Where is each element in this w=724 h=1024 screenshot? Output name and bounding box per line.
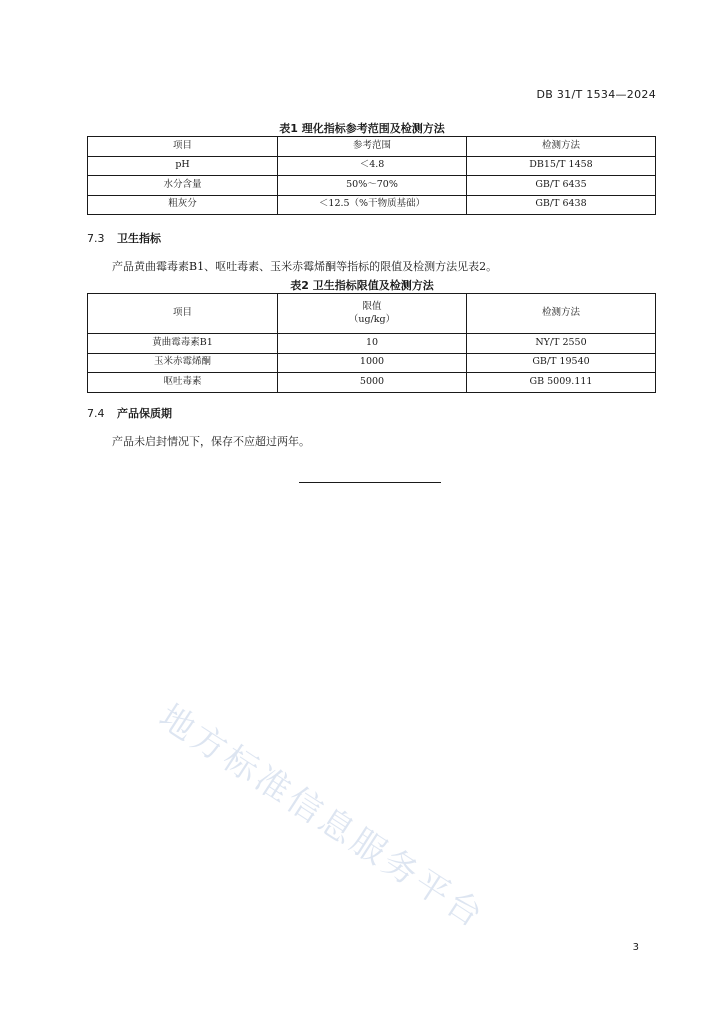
page-number: 3: [632, 942, 639, 953]
section-7-4-heading: [87, 405, 172, 421]
table-cell: 10: [278, 334, 467, 354]
table-cell: NY/T 2550: [467, 334, 656, 354]
table-cell: 5000: [278, 373, 467, 393]
header-unit: （ug/kg）: [348, 313, 396, 325]
table-cell: GB/T 6435: [467, 176, 656, 196]
table-cell: 50%～70%: [278, 176, 467, 196]
header-line: 限值: [362, 300, 382, 312]
table-cell: 1000: [278, 353, 467, 373]
table-row: [88, 334, 656, 354]
table-row: [88, 156, 656, 176]
table-row: [88, 373, 656, 393]
section-title: 卫生指标: [117, 232, 161, 245]
table-cell: 水分含量: [88, 176, 278, 196]
section-7-3-heading: [87, 230, 161, 246]
table-header-cell: 检测方法: [467, 294, 656, 334]
watermark: 地方标准信息服务平台: [151, 696, 493, 938]
table-header-row: [88, 294, 656, 334]
end-divider: [299, 482, 441, 483]
table-row: [88, 195, 656, 215]
table-cell: GB/T 19540: [467, 353, 656, 373]
table-header-cell: 项目: [88, 137, 278, 157]
table-cell: ＜4.8: [278, 156, 467, 176]
table-cell: pH: [88, 156, 278, 176]
table-header-cell: 检测方法: [467, 137, 656, 157]
table-header-row: [88, 137, 656, 157]
table-cell: GB 5009.111: [467, 373, 656, 393]
table-cell: ＜12.5（%干物质基础）: [278, 195, 467, 215]
table-cell: 黄曲霉毒素B1: [88, 334, 278, 354]
table1-title: 表1 理化指标参考范围及检测方法: [279, 122, 445, 135]
table2-title: 表2 卫生指标限值及检测方法: [290, 279, 434, 292]
section-7-4-text: 产品未启封情况下，保存不应超过两年。: [112, 435, 310, 448]
table-cell: 粗灰分: [88, 195, 278, 215]
section-title: 产品保质期: [117, 407, 172, 420]
table-row: [88, 353, 656, 373]
document-code: DB 31/T 1534—2024: [536, 88, 656, 101]
section-number: 7.3: [87, 232, 105, 245]
table-cell: 玉米赤霉烯酮: [88, 353, 278, 373]
table-cell: 呕吐毒素: [88, 373, 278, 393]
table-header-cell-limit: [278, 294, 467, 334]
section-number: 7.4: [87, 407, 105, 420]
table-header-cell: 项目: [88, 294, 278, 334]
table-cell: GB/T 6438: [467, 195, 656, 215]
table-header-cell: 参考范围: [278, 137, 467, 157]
table2: [87, 293, 656, 393]
section-7-3-text: 产品黄曲霉毒素B1、呕吐毒素、玉米赤霉烯酮等指标的限值及检测方法见表2。: [112, 260, 498, 273]
table-row: [88, 176, 656, 196]
table-cell: DB15/T 1458: [467, 156, 656, 176]
table1: [87, 136, 656, 215]
